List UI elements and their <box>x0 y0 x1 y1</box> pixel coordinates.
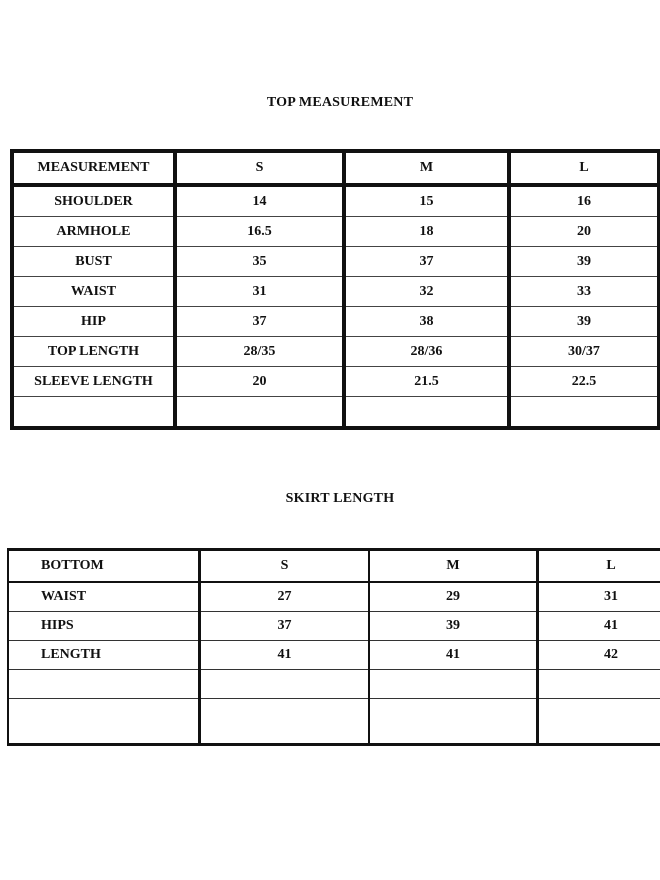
row-label: WAIST <box>12 277 175 307</box>
table-cell <box>344 397 509 429</box>
table-cell: 39 <box>369 612 538 641</box>
row-label: ARMHOLE <box>12 217 175 247</box>
table-row <box>8 641 660 670</box>
table-cell: 38 <box>344 307 509 337</box>
header-cell: L <box>538 550 660 583</box>
header-cell: M <box>369 550 538 583</box>
row-label: SLEEVE LENGTH <box>12 367 175 397</box>
table-cell <box>200 670 370 699</box>
row-label: HIPS <box>8 612 200 641</box>
skirt-length-table <box>7 548 660 746</box>
table-header-row <box>8 550 660 583</box>
table-row <box>12 247 659 277</box>
table-cell <box>175 397 344 429</box>
table-cell <box>538 699 660 745</box>
table-cell: 42 <box>538 641 660 670</box>
table-cell: 15 <box>344 185 509 217</box>
header-cell: MEASUREMENT <box>12 151 175 185</box>
table-cell: 41 <box>200 641 370 670</box>
table-cell <box>200 699 370 745</box>
table-cell: 31 <box>175 277 344 307</box>
table-cell: 16 <box>509 185 659 217</box>
table-row <box>8 670 660 699</box>
table-cell: 28/35 <box>175 337 344 367</box>
header-cell: BOTTOM <box>8 550 200 583</box>
row-label: SHOULDER <box>12 185 175 217</box>
table-header-row <box>12 151 659 185</box>
header-cell: L <box>509 151 659 185</box>
table-cell: 20 <box>509 217 659 247</box>
header-cell: S <box>175 151 344 185</box>
table-cell <box>369 699 538 745</box>
table-cell: 22.5 <box>509 367 659 397</box>
row-label: WAIST <box>8 582 200 612</box>
table-cell: 37 <box>175 307 344 337</box>
table-cell: 37 <box>200 612 370 641</box>
table-cell: 30/37 <box>509 337 659 367</box>
header-cell: M <box>344 151 509 185</box>
table-row <box>12 217 659 247</box>
table-cell: 28/36 <box>344 337 509 367</box>
header-cell: S <box>200 550 370 583</box>
table-cell: 29 <box>369 582 538 612</box>
table-cell: 14 <box>175 185 344 217</box>
row-label <box>12 397 175 429</box>
row-label <box>8 699 200 745</box>
table-row <box>12 337 659 367</box>
table-cell <box>538 670 660 699</box>
row-label: TOP LENGTH <box>12 337 175 367</box>
top-measurement-table <box>10 149 660 430</box>
table-row <box>8 582 660 612</box>
table-cell: 41 <box>369 641 538 670</box>
table-cell: 31 <box>538 582 660 612</box>
table-cell <box>509 397 659 429</box>
table-row <box>8 699 660 745</box>
table-row <box>12 277 659 307</box>
row-label: LENGTH <box>8 641 200 670</box>
table-row <box>12 367 659 397</box>
table-cell: 32 <box>344 277 509 307</box>
row-label: BUST <box>12 247 175 277</box>
table-row <box>12 307 659 337</box>
table-cell: 41 <box>538 612 660 641</box>
table-cell <box>369 670 538 699</box>
row-label <box>8 670 200 699</box>
top-measurement-title: TOP MEASUREMENT <box>266 95 414 110</box>
skirt-length-title: SKIRT LENGTH <box>285 491 395 506</box>
table-cell: 39 <box>509 247 659 277</box>
table-cell: 21.5 <box>344 367 509 397</box>
table-cell: 39 <box>509 307 659 337</box>
table-row <box>12 185 659 217</box>
table-row <box>8 612 660 641</box>
table-cell: 35 <box>175 247 344 277</box>
table-row <box>12 397 659 429</box>
table-cell: 20 <box>175 367 344 397</box>
table-cell: 33 <box>509 277 659 307</box>
table-cell: 18 <box>344 217 509 247</box>
table-cell: 16.5 <box>175 217 344 247</box>
table-cell: 37 <box>344 247 509 277</box>
row-label: HIP <box>12 307 175 337</box>
table-cell: 27 <box>200 582 370 612</box>
